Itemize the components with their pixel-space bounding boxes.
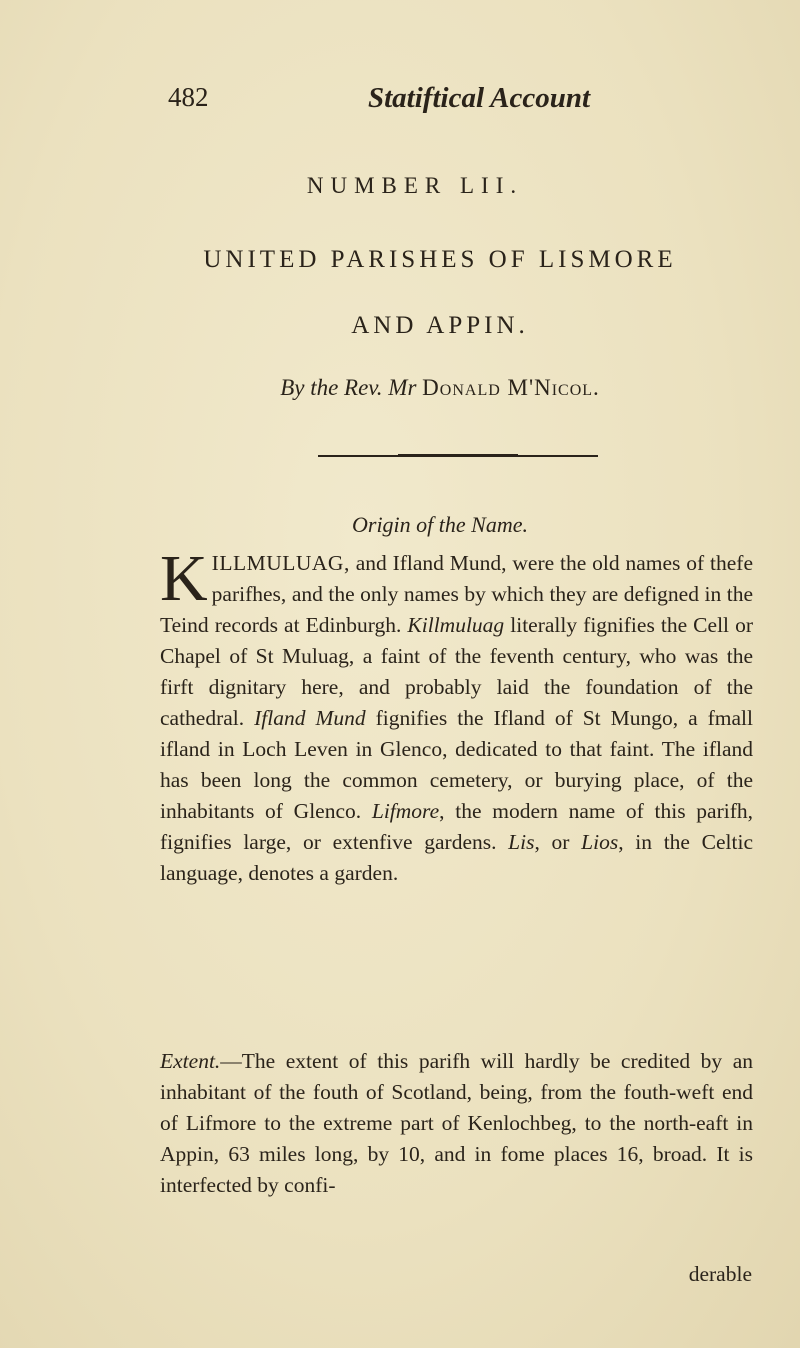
paragraph-text: —The extent of this parifh will hardly be credited by an inhabitant of the fouth of Scotland, being, from the fouth-weft end of Lifmore to the extreme part of Kenlochbeg, to the north-eaft in Appin, 63 miles long, by 10, and in fome places 16, broad. It is interfected by confi- (160, 1049, 753, 1197)
running-title: Statiftical Account (368, 82, 591, 114)
italic-term: Lis (508, 830, 535, 854)
paragraph-text: , the modern name of this parifh, fignifies large, or extenfive gardens. (160, 799, 753, 854)
paragraph-extent (160, 1046, 753, 1201)
byline-author: Donald M'Nicol. (422, 375, 600, 400)
italic-term: Lios (581, 830, 619, 854)
italic-term: Ifland Mund (254, 706, 366, 730)
paragraph-text: , in the Celtic language, denotes a garden. (160, 830, 753, 885)
page-number: 482 (168, 82, 209, 112)
ornamental-rule (318, 455, 598, 457)
running-head (168, 82, 728, 122)
paragraph-text: and Ifland Mund, were the old names of thefe parifhes, and the only names by which they are defigned in the Teind records at Edinburgh. (160, 551, 753, 637)
chapter-number: NUMBER LII. (306, 173, 524, 198)
paragraph-origin (160, 542, 753, 889)
paragraph-lead-word: ILLMULUAG, (211, 551, 350, 575)
section-lead-extent: Extent. (160, 1049, 221, 1073)
paragraph-text: literally fignifies the Cell or Chapel of St Muluag, a faint of the feventh century, who was the firft dignitary here, and probably laid the foundation of the cathedral. (160, 613, 753, 730)
byline-prefix: By the Rev. Mr (280, 375, 417, 400)
chapter-title-line-1: UNITED PARISHES OF LISMORE (203, 246, 677, 273)
catchword: derable (688, 1262, 752, 1286)
byline (160, 375, 720, 401)
italic-term: Killmuluag (407, 613, 505, 637)
drop-cap: K (160, 542, 208, 615)
section-heading-origin: Origin of the Name. (352, 512, 528, 537)
paragraph-text: , or (534, 830, 582, 854)
paragraph-text: fignifies the Ifland of St Mungo, a fmall ifland in Loch Leven in Glenco, dedicated to that faint. The ifland has been long the common cemetery, or burying place, of the inhabitants of Glenco. (160, 706, 753, 823)
chapter-title-line-2: AND APPIN. (351, 312, 529, 339)
italic-term: Lifmore (371, 799, 440, 823)
